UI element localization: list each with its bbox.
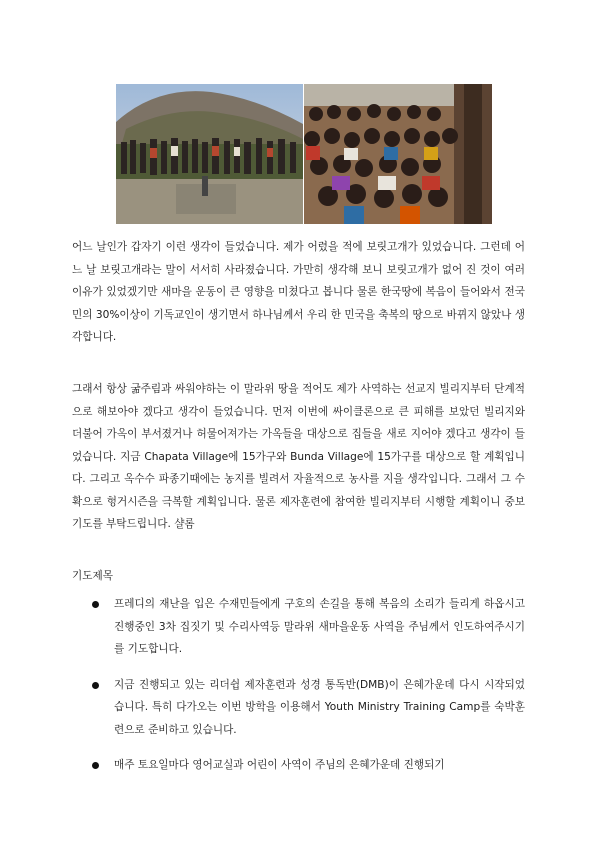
photo-row <box>116 84 492 224</box>
prayer-heading: 기도제목 <box>72 570 113 582</box>
photo-children-gathering <box>304 84 492 224</box>
prayer-item <box>0 593 595 661</box>
prayer-item-text: 지금 진행되고 있는 리더쉽 제자훈련과 성경 통독반(DMB)이 은혜가운데 다시 시작되었습니다. 특히 다가오는 이번 방학을 이용해서 Youth Ministry Training Camp를 숙박훈련으로 준비하고 있습니다. <box>114 678 525 736</box>
prayer-item-text: 프레디의 재난을 입은 수재민들에게 구호의 손길을 통해 복음의 소리가 들리게 하옵시고 진행중인 3차 집짓기 및 수리사역등 말라위 새마을운동 사역을 주님께서 인도하여주시기를 기도합니다. <box>114 598 525 655</box>
bullet-dot-icon <box>92 682 99 689</box>
photo-village-water-pump <box>116 84 303 224</box>
paragraph-1: 어느 날인가 갑자기 이런 생각이 들었습니다. 제가 어렸을 적에 보릿고개가 있었습니다. 그런데 어느 날 보릿고개라는 말이 서서히 사라졌습니다. 가만히 생각해 보니 보릿고개가 없어 진 것이 여러 이유가 있었겠기만 새마을 운동이 큰 영향을 미쳤다고 봅니다 물론 한국땅에 복음이 들어와서 전국민의 30%이상이 기독교인이 생기면서 하나님께서 우리 한 민국을 축복의 땅으로 바뀌지 않았나 생각합니다. <box>72 241 525 343</box>
prayer-list <box>0 593 595 790</box>
prayer-item-text: 매주 토요일마다 영어교실과 어린이 사역이 주님의 은혜가운데 진행되기 <box>114 759 445 771</box>
prayer-item <box>0 674 595 742</box>
bullet-dot-icon <box>92 762 99 769</box>
prayer-item <box>0 754 595 777</box>
bullet-dot-icon <box>92 601 99 608</box>
paragraph-2: 그래서 항상 굶주림과 싸워야하는 이 말라위 땅을 적어도 제가 사역하는 선교지 빌리지부터 단계적으로 해보아야 겠다고 생각이 들었습니다. 먼저 이번에 싸이클론으로 큰 피해를 보았던 빌리지와 더불어 가옥이 부서졌거나 허물어져가는 가옥들을 대상으로 집들을 새로 지어야 겠다고 생각이 들었습니다. 지금 Chapata Village에 15가구와 Bunda Village에 15가구를 대상으로 할 계획입니다. 그리고 옥수수 파종기때에는 농지를 빌려서 자율적으로 농사를 지을 생각입니다. 그래서 그 수확으로 헝거시즌을 극복할 계획입니다. 물론 제자훈련에 참여한 빌리지부터 시행할 계획이니 중보기도를 부탁드립니다. 샬롬 <box>72 383 525 530</box>
